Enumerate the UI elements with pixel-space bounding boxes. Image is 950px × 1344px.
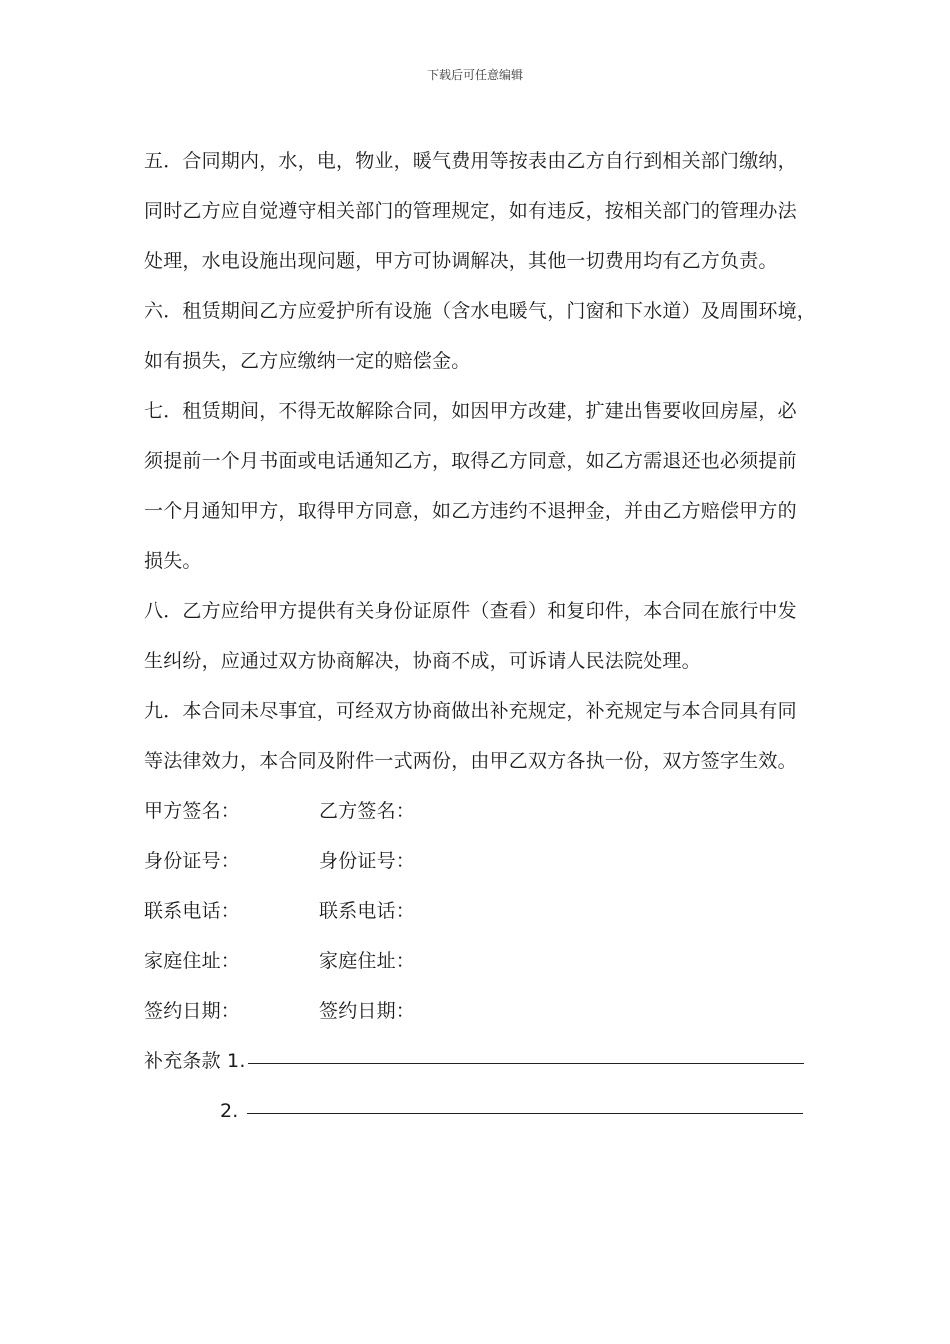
supplementary-clause-1	[144, 1036, 824, 1086]
party-b-signature-label: 乙方签名：	[319, 800, 416, 822]
clause-6	[144, 286, 824, 386]
clause-line: 损失。	[144, 550, 202, 572]
signature-row	[144, 836, 824, 886]
supplementary-blank-line	[247, 1113, 803, 1114]
clause-8	[144, 586, 824, 686]
signature-row	[144, 786, 824, 836]
clause-line: 处理，水电设施出现问题，甲方可协调解决，其他一切费用均有乙方负责。	[144, 250, 778, 272]
signature-row	[144, 936, 824, 986]
contract-body	[144, 136, 824, 1136]
clause-line: 如有损失，乙方应缴纳一定的赔偿金。	[144, 350, 471, 372]
party-b-date-label: 签约日期：	[319, 1000, 416, 1022]
signature-row	[144, 986, 824, 1036]
party-b-id-label: 身份证号：	[319, 850, 416, 872]
party-a-id-label: 身份证号：	[144, 850, 241, 872]
header-note: 下载后可任意编辑	[426, 68, 523, 82]
clause-line: 须提前一个月书面或电话通知乙方，取得乙方同意，如乙方需退还也必须提前	[144, 450, 797, 472]
party-b-phone-label: 联系电话：	[319, 900, 416, 922]
party-a-date-label: 签约日期：	[144, 1000, 241, 1022]
clause-7	[144, 386, 824, 586]
clause-5	[144, 136, 824, 286]
clause-line: 五．合同期内，水，电，物业，暖气费用等按表由乙方自行到相关部门缴纳，	[144, 150, 797, 172]
supplementary-blank-line	[248, 1063, 804, 1064]
party-a-signature-label: 甲方签名：	[144, 800, 241, 822]
clause-line: 九．本合同未尽事宜，可经双方协商做出补充规定，补充规定与本合同具有同	[144, 700, 797, 722]
signature-block	[144, 786, 824, 1036]
clause-line: 一个月通知甲方，取得甲方同意，如乙方违约不退押金，并由乙方赔偿甲方的	[144, 500, 797, 522]
party-a-address-label: 家庭住址：	[144, 950, 241, 972]
party-a-phone-label: 联系电话：	[144, 900, 241, 922]
clause-line: 等法律效力，本合同及附件一式两份，由甲乙双方各执一份，双方签字生效。	[144, 750, 797, 772]
supplementary-clause-2	[144, 1086, 824, 1136]
clause-line: 同时乙方应自觉遵守相关部门的管理规定，如有违反，按相关部门的管理办法	[144, 200, 797, 222]
supplementary-item-2: 2.	[220, 1100, 239, 1122]
party-b-address-label: 家庭住址：	[319, 950, 416, 972]
signature-row	[144, 886, 824, 936]
clause-line: 六．租赁期间乙方应爱护所有设施（含水电暖气，门窗和下水道）及周围环境，	[144, 300, 817, 322]
clause-line: 七．租赁期间，不得无故解除合同，如因甲方改建，扩建出售要收回房屋，必	[144, 400, 797, 422]
clause-9	[144, 686, 824, 786]
clause-line: 八．乙方应给甲方提供有关身份证原件（查看）和复印件，本合同在旅行中发	[144, 600, 797, 622]
clause-line: 生纠纷，应通过双方协商解决，协商不成，可诉请人民法院处理。	[144, 650, 701, 672]
supplementary-label: 补充条款 1.	[144, 1050, 246, 1072]
